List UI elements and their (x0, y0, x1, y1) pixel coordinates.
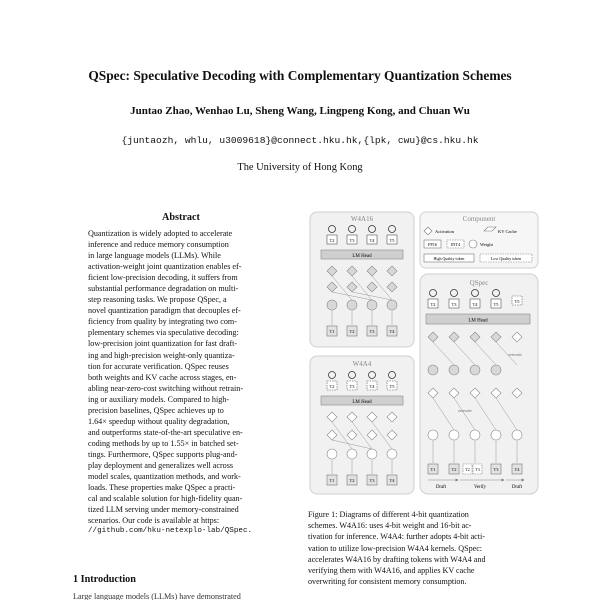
author-emails: {juntaozh, whlu, u3009618}@connect.hku.hk,{lpk, cwu}@cs.hku.hk (121, 135, 479, 146)
abstract-line: scenarios. Our code is available at https: (88, 516, 220, 526)
legend-activation: Activation (435, 229, 454, 234)
token: T2 (430, 302, 436, 307)
abstract-line: 1.64× speedup without quality degradation, (88, 416, 230, 426)
token: T2 (451, 467, 457, 472)
w4a16-label: W4A16 (350, 215, 374, 223)
abstract-body (88, 228, 280, 537)
abstract-heading: Abstract (162, 212, 200, 223)
token: T3 (349, 238, 355, 243)
abstract-line: novel quantization paradigm that decouples ef- (88, 306, 241, 316)
qspec-panel (420, 274, 538, 494)
token: T4 (389, 478, 395, 483)
abstract-line: activation-weight joint quantization enables ef- (88, 262, 242, 272)
legend-kv-cache: KV Cache (498, 229, 517, 234)
verify-label: Verify (474, 485, 486, 490)
abstract-line: step reasoning tasks. We propose QSpec, a (88, 295, 227, 305)
token: T3 (451, 302, 457, 307)
w4a4-panel (310, 356, 414, 494)
token: T3 (475, 467, 480, 472)
w4a4-label: W4A4 (352, 360, 372, 368)
caption-line: tivation for inference. W4A4: further adopts 4-bit acti- (308, 532, 485, 542)
overwrite-label: overwrite (508, 353, 522, 357)
token: T5 (514, 299, 520, 304)
caption-line: accelerates W4A16 by drafting tokens with W4A4 and (308, 554, 486, 564)
abstract-line: model scales, quantization methods, and work- (88, 472, 241, 482)
abstract-line: plementary schemes via speculative decoding: (88, 328, 239, 338)
abstract-line: in large language models (LLMs). While (88, 251, 221, 261)
token: T3 (349, 384, 355, 389)
token: T4 (369, 384, 375, 389)
legend-weight: Weight (480, 242, 493, 247)
abstract-line: abling near-zero-cost switching without retrain- (88, 383, 244, 393)
abstract-line: both weights and KV cache across stages, en- (88, 372, 237, 382)
caption-line: Figure 1: Diagrams of different 4-bit quantization (308, 510, 469, 519)
token: T1 (430, 467, 436, 472)
section-heading: 1 Introduction (73, 574, 136, 585)
weight-icon (469, 240, 477, 248)
token: T5 (389, 238, 395, 243)
caption-line: overwriting for consistent memory consumption. (308, 577, 467, 587)
abstract-line: ficient low-precision decoding, it suffers from (88, 273, 238, 283)
token: T3 (369, 478, 375, 483)
abstract-line: inference and reduce memory consumption (88, 240, 229, 250)
legend-int4: INT4 (450, 242, 461, 247)
abstract-line: ing and high-precision weight-only quantiza- (88, 350, 235, 360)
legend-high-quality: High Quality token (433, 256, 465, 261)
token: T3 (493, 467, 499, 472)
token: T4 (369, 238, 375, 243)
paper-authors: Juntao Zhao, Wenhao Lu, Sheng Wang, Lingpeng Kong, and Chuan Wu (130, 105, 470, 117)
component-legend (420, 212, 538, 268)
abstract-line[interactable]: //github.com/hku-netexplo-lab/QSpec. (88, 527, 253, 536)
abstract-line: Quantization is widely adopted to accelerate (88, 229, 233, 238)
abstract-line: ficiency from quality by integrating two com- (88, 317, 237, 327)
legend-low-quality: Low Quality token (490, 256, 522, 261)
abstract-line: loads. These properties make QSpec a practi- (88, 483, 236, 493)
caption-line: schemes. W4A16: uses 4-bit weight and 16-bit ac- (308, 521, 472, 531)
token: T4 (389, 329, 395, 334)
abstract-line: cal and scalable solution for high-fidelity quan- (88, 494, 243, 504)
token: T2 (349, 478, 355, 483)
token: T1 (329, 329, 335, 334)
caption-line: verifying them with W4A16, and applies KV cache (308, 566, 475, 576)
draft-label: Draft (435, 485, 447, 490)
abstract-line: substantial performance degradation on multi- (88, 284, 239, 294)
lm-head-label: LM Head (352, 400, 372, 405)
legend-fp16: FP16 (427, 242, 438, 247)
draft-label: Draft (511, 485, 523, 490)
token: T3 (369, 329, 375, 334)
affiliation: The University of Hong Kong (237, 162, 363, 173)
qspec-label: QSpec (469, 279, 489, 287)
token: T4 (514, 467, 520, 472)
intro-first-line: Large language models (LLMs) have demonstrated (73, 592, 241, 600)
token: T2 (329, 238, 335, 243)
token: T2 (329, 384, 335, 389)
abstract-line: tized LLM serving under memory-constrained (88, 505, 239, 515)
figure-diagram (308, 210, 540, 500)
caption-line: vation to utilize low-precision W4A4 kernels. QSpec: (308, 543, 483, 553)
lm-head-label: LM Head (352, 254, 372, 259)
abstract-line: tion for accurate verification. QSpec reuses (88, 361, 229, 371)
abstract-line: and outperforms state-of-the-art speculative en- (88, 427, 243, 437)
abstract-line: play deployment and generalizes well across (88, 460, 234, 470)
token: T2 (349, 329, 355, 334)
abstract-line: ing or auxiliary models. Compared to high- (88, 394, 230, 404)
figure-caption (308, 509, 540, 587)
w4a16-panel (310, 212, 414, 347)
abstract-line: tings. Furthermore, QSpec supports plug-and- (88, 449, 238, 459)
token: T4 (472, 302, 478, 307)
token: T2 (465, 467, 470, 472)
abstract-line: coding methods by up to 1.55× in batched set- (88, 438, 239, 448)
token: T5 (493, 302, 499, 307)
paper-title: QSpec: Speculative Decoding with Complementary Quantization Schemes (88, 68, 512, 83)
token: T1 (329, 478, 335, 483)
overwrite-label: overwrite (458, 409, 472, 413)
lm-head-label: LM Head (468, 318, 488, 324)
token: T5 (389, 384, 395, 389)
abstract-line: low-precision joint quantization for fast draft- (88, 339, 238, 349)
abstract-line: precision baselines, QSpec achieves up to (88, 405, 224, 415)
component-label: Component (462, 215, 496, 223)
